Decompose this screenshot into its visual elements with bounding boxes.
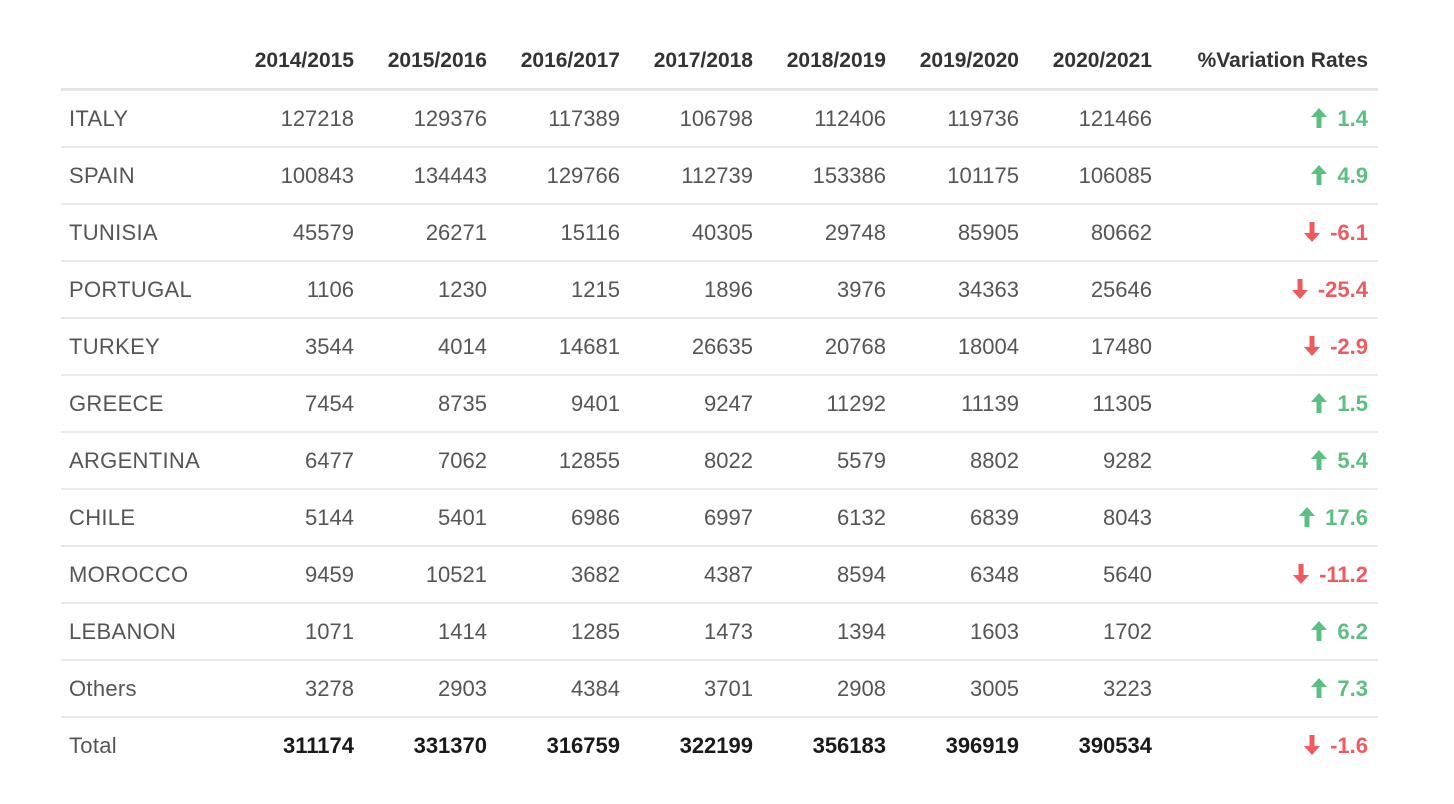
value-cell: 11305 bbox=[1029, 375, 1162, 432]
variation-rate-value: -2.9 bbox=[1330, 333, 1368, 359]
variation-rate-cell bbox=[1162, 318, 1378, 375]
arrow-down-icon bbox=[1291, 278, 1309, 300]
total-row bbox=[61, 717, 1378, 773]
variation-rate-cell bbox=[1162, 717, 1378, 773]
value-cell: 2908 bbox=[763, 660, 896, 717]
value-cell: 6997 bbox=[630, 489, 763, 546]
value-cell: 2903 bbox=[364, 660, 497, 717]
value-cell: 1071 bbox=[231, 603, 364, 660]
country-cell: LEBANON bbox=[61, 603, 231, 660]
arrow-up-icon bbox=[1310, 449, 1328, 471]
variation-rate-cell bbox=[1162, 660, 1378, 717]
value-cell: 8594 bbox=[763, 546, 896, 603]
value-cell: 14681 bbox=[497, 318, 630, 375]
arrow-up-icon bbox=[1310, 677, 1328, 699]
value-cell: 331370 bbox=[413, 732, 487, 758]
value-cell: 4384 bbox=[497, 660, 630, 717]
value-cell: 134443 bbox=[364, 147, 497, 204]
table-row bbox=[61, 660, 1378, 717]
value-cell: 4014 bbox=[364, 318, 497, 375]
header-2017-2018: 2017/2018 bbox=[630, 34, 763, 90]
header-2014-2015: 2014/2015 bbox=[231, 34, 364, 90]
value-cell: 129766 bbox=[497, 147, 630, 204]
header-country bbox=[61, 34, 231, 90]
value-cell: 10521 bbox=[364, 546, 497, 603]
value-cell: 34363 bbox=[896, 261, 1029, 318]
value-cell: 1473 bbox=[630, 603, 763, 660]
arrow-up-icon bbox=[1310, 107, 1328, 129]
value-cell: 112406 bbox=[763, 90, 896, 148]
country-cell: GREECE bbox=[61, 375, 231, 432]
table-row bbox=[61, 204, 1378, 261]
variation-table-container bbox=[61, 34, 1378, 773]
value-cell: 106085 bbox=[1029, 147, 1162, 204]
value-cell: 18004 bbox=[896, 318, 1029, 375]
value-cell: 311174 bbox=[283, 732, 354, 758]
value-cell: 3701 bbox=[630, 660, 763, 717]
value-cell: 17480 bbox=[1029, 318, 1162, 375]
variation-rate-value: -25.4 bbox=[1317, 276, 1368, 302]
value-cell: 6477 bbox=[231, 432, 364, 489]
value-cell: 15116 bbox=[497, 204, 630, 261]
value-cell: 80662 bbox=[1029, 204, 1162, 261]
variation-rate-value: 1.5 bbox=[1337, 390, 1368, 416]
value-cell: 8022 bbox=[630, 432, 763, 489]
country-cell: ITALY bbox=[61, 90, 231, 148]
value-cell: 4387 bbox=[630, 546, 763, 603]
country-cell: CHILE bbox=[61, 489, 231, 546]
variation-rate-cell bbox=[1162, 375, 1378, 432]
arrow-up-icon bbox=[1298, 506, 1316, 528]
value-cell: 9247 bbox=[630, 375, 763, 432]
value-cell: 153386 bbox=[763, 147, 896, 204]
arrow-up-icon bbox=[1310, 620, 1328, 642]
value-cell: 25646 bbox=[1029, 261, 1162, 318]
variation-rate-value: 1.4 bbox=[1337, 105, 1368, 131]
table-row bbox=[61, 375, 1378, 432]
value-cell: 11139 bbox=[896, 375, 1029, 432]
arrow-up-icon bbox=[1310, 392, 1328, 414]
value-cell: 121466 bbox=[1029, 90, 1162, 148]
value-cell: 45579 bbox=[231, 204, 364, 261]
variation-rate-cell bbox=[1162, 432, 1378, 489]
value-cell: 6839 bbox=[896, 489, 1029, 546]
value-cell: 11292 bbox=[763, 375, 896, 432]
table-row bbox=[61, 546, 1378, 603]
arrow-down-icon bbox=[1303, 335, 1321, 357]
value-cell: 5144 bbox=[231, 489, 364, 546]
value-cell: 396919 bbox=[945, 732, 1019, 758]
country-cell: SPAIN bbox=[61, 147, 231, 204]
value-cell: 8802 bbox=[896, 432, 1029, 489]
value-cell: 1896 bbox=[630, 261, 763, 318]
table-row bbox=[61, 489, 1378, 546]
value-cell: 9459 bbox=[231, 546, 364, 603]
table-row bbox=[61, 261, 1378, 318]
table-row bbox=[61, 147, 1378, 204]
value-cell: 1603 bbox=[896, 603, 1029, 660]
value-cell: 8043 bbox=[1029, 489, 1162, 546]
value-cell: 390534 bbox=[1078, 732, 1152, 758]
value-cell: 101175 bbox=[896, 147, 1029, 204]
value-cell: 8735 bbox=[364, 375, 497, 432]
value-cell: 40305 bbox=[630, 204, 763, 261]
value-cell: 6986 bbox=[497, 489, 630, 546]
variation-rate-cell bbox=[1162, 147, 1378, 204]
variation-rate-value: 4.9 bbox=[1337, 162, 1368, 188]
value-cell: 20768 bbox=[763, 318, 896, 375]
value-cell: 3005 bbox=[896, 660, 1029, 717]
table-row bbox=[61, 90, 1378, 148]
table-body bbox=[61, 90, 1378, 774]
variation-rate-value: 5.4 bbox=[1337, 447, 1368, 473]
value-cell: 316759 bbox=[546, 732, 620, 758]
variation-rate-cell bbox=[1162, 261, 1378, 318]
arrow-down-icon bbox=[1303, 221, 1321, 243]
variation-rate-value: -6.1 bbox=[1330, 219, 1368, 245]
variation-rate-cell bbox=[1162, 204, 1378, 261]
value-cell: 119736 bbox=[896, 90, 1029, 148]
arrow-down-icon bbox=[1292, 563, 1310, 585]
value-cell: 6348 bbox=[896, 546, 1029, 603]
table-row bbox=[61, 318, 1378, 375]
header-2018-2019: 2018/2019 bbox=[763, 34, 896, 90]
value-cell: 6132 bbox=[763, 489, 896, 546]
value-cell: 322199 bbox=[679, 732, 753, 758]
value-cell: 1285 bbox=[497, 603, 630, 660]
value-cell: 100843 bbox=[231, 147, 364, 204]
value-cell: 356183 bbox=[812, 732, 886, 758]
header-2016-2017: 2016/2017 bbox=[497, 34, 630, 90]
variation-rate-value: -11.2 bbox=[1319, 561, 1368, 587]
value-cell: 7062 bbox=[364, 432, 497, 489]
country-cell: TURKEY bbox=[61, 318, 231, 375]
value-cell: 1414 bbox=[364, 603, 497, 660]
value-cell: 26635 bbox=[630, 318, 763, 375]
country-cell: Others bbox=[61, 660, 231, 717]
value-cell: 3544 bbox=[231, 318, 364, 375]
table-row bbox=[61, 603, 1378, 660]
variation-rate-cell bbox=[1162, 603, 1378, 660]
exports-by-country-table bbox=[61, 34, 1378, 773]
arrow-down-icon bbox=[1303, 734, 1321, 756]
country-cell: TUNISIA bbox=[61, 204, 231, 261]
table-row bbox=[61, 432, 1378, 489]
variation-rate-value: -1.6 bbox=[1330, 732, 1368, 758]
value-cell: 127218 bbox=[231, 90, 364, 148]
header-2015-2016: 2015/2016 bbox=[364, 34, 497, 90]
value-cell: 5640 bbox=[1029, 546, 1162, 603]
header-2019-2020: 2019/2020 bbox=[896, 34, 1029, 90]
country-cell: MOROCCO bbox=[61, 546, 231, 603]
variation-rate-value: 7.3 bbox=[1337, 675, 1368, 701]
value-cell: 1702 bbox=[1029, 603, 1162, 660]
header-variation-rates: %Variation Rates bbox=[1162, 34, 1378, 90]
value-cell: 129376 bbox=[364, 90, 497, 148]
value-cell: 117389 bbox=[497, 90, 630, 148]
value-cell: 1230 bbox=[364, 261, 497, 318]
arrow-up-icon bbox=[1310, 164, 1328, 186]
value-cell: 3223 bbox=[1029, 660, 1162, 717]
country-cell: PORTUGAL bbox=[61, 261, 231, 318]
value-cell: 3976 bbox=[763, 261, 896, 318]
value-cell: 1215 bbox=[497, 261, 630, 318]
value-cell: 26271 bbox=[364, 204, 497, 261]
value-cell: 1106 bbox=[231, 261, 364, 318]
variation-rate-value: 17.6 bbox=[1325, 504, 1368, 530]
header-row bbox=[61, 34, 1378, 90]
value-cell: 29748 bbox=[763, 204, 896, 261]
variation-rate-value: 6.2 bbox=[1337, 618, 1368, 644]
value-cell: 9282 bbox=[1029, 432, 1162, 489]
country-cell: ARGENTINA bbox=[61, 432, 231, 489]
header-2020-2021: 2020/2021 bbox=[1029, 34, 1162, 90]
value-cell: 3278 bbox=[231, 660, 364, 717]
value-cell: 5579 bbox=[763, 432, 896, 489]
value-cell: 85905 bbox=[896, 204, 1029, 261]
value-cell: 9401 bbox=[497, 375, 630, 432]
value-cell: 1394 bbox=[763, 603, 896, 660]
variation-rate-cell bbox=[1162, 489, 1378, 546]
total-label: Total bbox=[69, 732, 117, 758]
value-cell: 106798 bbox=[630, 90, 763, 148]
value-cell: 3682 bbox=[497, 546, 630, 603]
value-cell: 112739 bbox=[630, 147, 763, 204]
variation-rate-cell bbox=[1162, 546, 1378, 603]
value-cell: 12855 bbox=[497, 432, 630, 489]
value-cell: 7454 bbox=[231, 375, 364, 432]
variation-rate-cell bbox=[1162, 90, 1378, 148]
value-cell: 5401 bbox=[364, 489, 497, 546]
